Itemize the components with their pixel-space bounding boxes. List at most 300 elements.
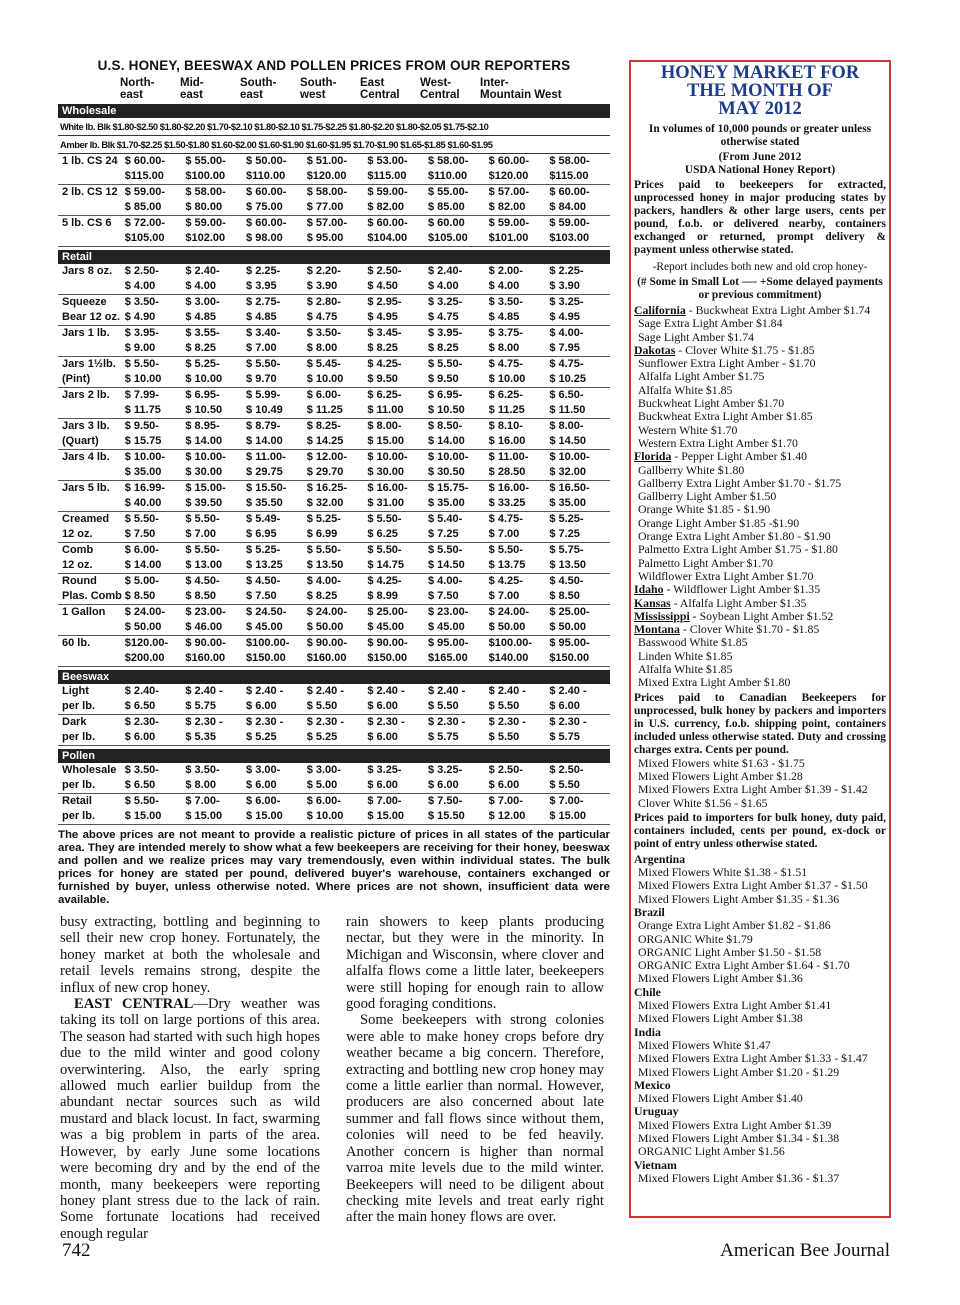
price-high: $ 13.75 <box>489 558 550 574</box>
price-low: $ 72.00- <box>124 217 166 229</box>
price-high: $ 10.49 <box>246 403 307 419</box>
price-low: $ 5.75- <box>549 544 584 556</box>
price-low: $ 2.30- <box>124 716 159 728</box>
price-row <box>58 778 610 794</box>
price-high: $ 11.75 <box>125 403 186 419</box>
price-high: $ 6.00 <box>367 778 428 794</box>
row-label: 12 oz. <box>58 558 125 574</box>
section-wholesale: Wholesale <box>58 104 610 118</box>
price-high: $ 14.25 <box>307 434 368 450</box>
price-low: $ 4.25- <box>367 575 402 587</box>
price-high: $ 8.25 <box>367 341 428 357</box>
price-row <box>58 684 610 699</box>
state-name: Dakotas <box>634 342 676 357</box>
price-row <box>58 403 610 419</box>
price-high: $ 9.70 <box>246 372 307 388</box>
price-high: $101.00 <box>489 231 550 247</box>
price-line: Gallberry Light Amber $1.50 <box>638 489 777 504</box>
price-low: $ 5.25- <box>306 513 341 525</box>
price-high: $ 15.50 <box>428 809 489 825</box>
price-low: $ 2.40 - <box>488 685 526 697</box>
price-low: $ 90.00- <box>367 637 408 649</box>
price-low: $ 3.25- <box>428 764 463 776</box>
price-low: $ 6.00- <box>246 795 281 807</box>
price-low: $ 2.25- <box>549 265 584 277</box>
sidebar-title-line: HONEY MARKET FOR <box>660 63 860 83</box>
price-low: $ 2.50- <box>488 764 523 776</box>
price-row <box>58 651 610 667</box>
price-low: $ 57.00- <box>306 217 348 229</box>
price-low: $ 60.00- <box>246 186 287 198</box>
price-high: $ 8.25 <box>307 589 368 605</box>
price-high: $ 11.00 <box>367 403 428 419</box>
price-high: $ 6.50 <box>125 699 186 715</box>
price-high: $ 11.25 <box>307 403 368 419</box>
price-row <box>58 620 610 636</box>
row-label: 60 lb. <box>62 637 91 649</box>
row-label: Jars 2 lb. <box>62 389 110 401</box>
row-label <box>58 496 125 512</box>
price-low: $ 95.00- <box>549 637 590 649</box>
price-low: $ 16.99- <box>124 482 166 494</box>
price-low: $ 2.30 - <box>488 716 526 728</box>
price-high: $ 5.25 <box>246 730 307 746</box>
row-label: 1 lb. CS 24 <box>62 155 118 167</box>
price-low: $ 6.00- <box>306 795 341 807</box>
state-name: California <box>634 303 686 317</box>
price-high: $ 33.25 <box>489 496 550 512</box>
price-low: $ 3.95- <box>124 327 159 339</box>
price-high: $115.00 <box>125 169 186 185</box>
price-high: $ 85.00 <box>125 200 186 216</box>
state-entry <box>634 450 886 463</box>
price-low: $ 11.00- <box>246 451 286 463</box>
price-low: $ 3.25- <box>549 296 584 308</box>
price-row <box>58 481 610 496</box>
price-low: $ 15.00- <box>185 482 226 494</box>
pollen-table <box>58 763 610 825</box>
state-name: Montana <box>634 622 680 637</box>
country-name: Argentina <box>634 851 686 866</box>
price-row <box>58 574 610 589</box>
price-high: $105.00 <box>428 231 489 247</box>
price-low: $ 5.40- <box>428 513 463 525</box>
row-label: 12 oz. <box>58 527 125 543</box>
price-low: $ 90.00- <box>306 637 348 649</box>
price-low: $ 8.10- <box>488 420 523 432</box>
price-high: $ 35.00 <box>549 496 610 512</box>
article-paragraph: busy extracting, bottling and beginning to sell their new crop honey. Fortunately, the honey market at both the wholesale and retail levels remains strong, despite the influx of new crop honey. <box>60 914 320 996</box>
state-entry <box>634 344 886 357</box>
row-label: Jars 8 oz. <box>62 265 113 277</box>
price-low: $ 8.50- <box>428 420 463 432</box>
price-line: Orange Extra Light Amber $1.82 - $1.86 <box>638 918 831 933</box>
price-low: $ 4.00- <box>549 327 584 339</box>
price-high: $ 4.00 <box>185 279 246 295</box>
price-line: Orange Light Amber $1.85 -$1.90 <box>638 515 800 530</box>
price-low: $ 3.25- <box>428 296 463 308</box>
price-low: $ 5.50- <box>124 358 159 370</box>
price-high: $ 10.50 <box>428 403 489 419</box>
price-line: Mixed Extra Light Amber $1.80 <box>638 675 791 690</box>
price-high: $ 4.95 <box>549 310 610 326</box>
price-high: $ 16.00 <box>489 434 550 450</box>
price-low: $ 8.79- <box>246 420 281 432</box>
row-label: Comb <box>62 544 94 556</box>
state-name: Mississippi <box>634 608 690 623</box>
price-low: $ 7.00- <box>488 795 523 807</box>
price-low: $ 2.75- <box>246 296 281 308</box>
price-low: $ 24.00- <box>124 606 166 618</box>
price-low: $ 5.50- <box>185 513 220 525</box>
price-line: Pepper Light Amber $1.40 <box>681 449 808 464</box>
price-low: $ 3.45- <box>367 327 402 339</box>
price-low: $ 10.00- <box>428 451 469 463</box>
price-high: $ 80.00 <box>185 200 246 216</box>
price-high: $150.00 <box>367 651 428 667</box>
price-high: $ 8.25 <box>185 341 246 357</box>
price-high: $ 45.00 <box>367 620 428 636</box>
price-low: $ 59.00- <box>549 217 590 229</box>
row-label: Jars 1 lb. <box>62 327 110 339</box>
price-high: $ 29.75 <box>246 465 307 481</box>
price-row <box>58 636 610 651</box>
price-high: $105.00 <box>125 231 186 247</box>
price-low: $ 6.50- <box>549 389 584 401</box>
price-row <box>58 216 610 231</box>
price-line: Orange Extra Light Amber $1.80 - $1.90 <box>638 529 831 544</box>
price-high: $ 5.25 <box>307 730 368 746</box>
separator: - <box>675 342 686 357</box>
price-low: $ 7.00- <box>549 795 584 807</box>
price-high: $ 6.00 <box>428 778 489 794</box>
price-row <box>58 169 610 185</box>
journal-name: American Bee Journal <box>720 1240 890 1261</box>
price-high: $ 7.00 <box>489 527 550 543</box>
price-line: Western White $1.70 <box>638 422 738 437</box>
price-high: $ 40.00 <box>125 496 186 512</box>
price-row <box>58 730 610 746</box>
price-low: $ 2.40- <box>428 265 463 277</box>
price-line: Clover White $1.75 - $1.85 <box>685 342 815 357</box>
price-low: $ 4.75- <box>488 513 523 525</box>
price-low: $ 7.00- <box>185 795 220 807</box>
price-row <box>58 295 610 310</box>
price-low: $ 57.00- <box>488 186 530 198</box>
row-label: 5 lb. CS 6 <box>62 217 112 229</box>
price-low: $ 2.95- <box>367 296 402 308</box>
price-row <box>58 200 610 216</box>
price-low: $ 15.75- <box>428 482 469 494</box>
price-table-section <box>58 58 610 907</box>
price-low: $ 6.95- <box>428 389 463 401</box>
price-low: $ 50.00- <box>246 155 287 167</box>
price-low: $ 2.40 - <box>367 685 405 697</box>
price-low: $ 3.50- <box>185 764 220 776</box>
price-line: Sunflower Extra Light Amber - $1.70 <box>638 356 816 371</box>
price-low: $ 2.50- <box>367 265 402 277</box>
price-low: $ 4.25- <box>488 575 523 587</box>
row-label <box>58 231 125 247</box>
country-name: Vietnam <box>634 1157 677 1172</box>
price-high: $ 10.00 <box>307 809 368 825</box>
region-header: North- <box>120 77 155 89</box>
row-label: Round <box>62 575 97 587</box>
price-high: $ 45.00 <box>246 620 307 636</box>
price-row <box>58 434 610 450</box>
region-heading: EAST CENTRAL <box>74 996 194 1013</box>
region-header: Central <box>360 89 400 101</box>
price-row <box>58 763 610 778</box>
article-paragraph: Some beekeepers with strong colonies were able to make honey crops before dry weather became a big concern. Therefore, extracting and bottling new crop honey may come a little earlier than normal. However, producers are also concerned about late summer and fall flows since without them, colonies will need to be fed heavily. Another concern is higher than normal varroa mite levels due to the mild winter. Beekeepers will need to be diligent about checking mite levels and treat early right after the main honey flows are over. <box>346 1012 604 1226</box>
price-line: Soybean Light Amber $1.52 <box>699 608 834 623</box>
price-row <box>58 699 610 715</box>
price-high: $ 7.50 <box>125 527 186 543</box>
price-low: $ 10.00- <box>185 451 226 463</box>
price-low: $ 24.50- <box>246 606 287 618</box>
price-high: $ 10.25 <box>549 372 610 388</box>
price-line: Buckwheat Light Amber $1.70 <box>638 396 785 411</box>
price-low: $ 3.50- <box>488 296 523 308</box>
price-high: $ 6.50 <box>125 778 186 794</box>
price-low: $ 2.30 - <box>306 716 344 728</box>
price-high: $115.00 <box>367 169 428 185</box>
region-header: east <box>180 89 204 101</box>
sidebar-title <box>634 64 886 118</box>
price-high: $ 9.50 <box>428 372 489 388</box>
region-header: South- <box>240 77 277 89</box>
state-entry <box>634 597 886 610</box>
price-low: $ 60.00 <box>428 217 465 229</box>
price-low: $ 3.50- <box>124 296 159 308</box>
price-line: ORGANIC Light Amber $1.50 - $1.58 <box>638 944 822 959</box>
state-name: Idaho <box>634 582 664 597</box>
bulk-white-row: White lb. Blk $1.80-$2.50 $1.80-$2.20 $1.70-$2.10 $1.80-$2.10 $1.75-$2.25 $1.80-$2.20 $1.80-$2.05 $1.75-$2.10 <box>58 118 610 136</box>
price-low: $ 5.25- <box>185 358 220 370</box>
price-high: $ 4.75 <box>307 310 368 326</box>
price-line: Orange White $1.85 - $1.90 <box>638 502 771 517</box>
us-states-list <box>634 304 886 690</box>
sidebar-lot-note: (# Some in Small Lot —- +Some delayed payments or previous commitment) <box>637 276 883 301</box>
price-low: $ 6.95- <box>185 389 220 401</box>
price-high: $ 32.00 <box>307 496 368 512</box>
row-label <box>58 403 125 419</box>
price-low: $ 95.00- <box>428 637 469 649</box>
country-name: Mexico <box>634 1077 671 1092</box>
price-low: $ 2.40- <box>124 685 159 697</box>
sidebar-source: (From June 2012 <box>718 151 802 163</box>
price-high: $ 13.25 <box>246 558 307 574</box>
price-row <box>58 388 610 403</box>
region-header: West- <box>420 77 452 89</box>
price-high: $ 8.50 <box>125 589 186 605</box>
price-low: $ 2.00- <box>488 265 523 277</box>
price-low: $ 53.00- <box>367 155 408 167</box>
price-line: Mixed Flowers Light Amber $1.38 <box>638 1011 803 1026</box>
price-low: $ 25.00- <box>549 606 590 618</box>
article-paragraph <box>60 996 320 1242</box>
price-high: $ 7.50 <box>246 589 307 605</box>
price-low: $ 15.50- <box>246 482 287 494</box>
row-label: per lb. <box>58 809 125 825</box>
price-high: $ 5.50 <box>307 699 368 715</box>
price-high: $ 6.00 <box>246 778 307 794</box>
price-high: $ 35.00 <box>125 465 186 481</box>
price-low: $ 60.00- <box>246 217 287 229</box>
price-high: $ 15.00 <box>125 809 186 825</box>
price-line: Clover White $1.56 - $1.65 <box>638 795 768 810</box>
state-entry <box>634 623 886 636</box>
price-high: $ 4.00 <box>125 279 186 295</box>
price-high: $ 7.00 <box>246 341 307 357</box>
price-high: $ 6.00 <box>549 699 610 715</box>
price-high: $ 35.50 <box>246 496 307 512</box>
price-high: $ 15.00 <box>185 809 246 825</box>
price-high: $ 14.00 <box>185 434 246 450</box>
region-header: Mountain West <box>480 89 562 101</box>
price-high: $ 6.00 <box>367 699 428 715</box>
price-row <box>58 527 610 543</box>
beeswax-table <box>58 684 610 746</box>
price-low: $ 4.25- <box>367 358 402 370</box>
row-label: (Quart) <box>58 434 125 450</box>
price-low: $ 25.00- <box>367 606 408 618</box>
region-header: Central <box>420 89 460 101</box>
price-low: $ 4.75- <box>549 358 584 370</box>
price-low: $ 4.50- <box>246 575 281 587</box>
row-label <box>58 169 125 185</box>
sidebar-title-line: THE MONTH OF <box>687 81 833 101</box>
price-line: Mixed Flowers Extra Light Amber $1.37 - $1.50 <box>638 878 868 893</box>
price-high: $ 5.50 <box>549 778 610 794</box>
price-high: $ 4.75 <box>428 310 489 326</box>
separator: - <box>679 622 690 637</box>
price-low: $ 2.30 - <box>185 716 223 728</box>
price-high: $ 14.00 <box>125 558 186 574</box>
price-high: $ 7.25 <box>549 527 610 543</box>
price-high: $ 6.95 <box>246 527 307 543</box>
price-low: $ 5.50- <box>306 544 341 556</box>
wholesale-table <box>58 154 610 247</box>
table-title: U.S. HONEY, BEESWAX AND POLLEN PRICES FROM OUR REPORTERS <box>97 58 571 73</box>
article-paragraph: rain showers to keep plants producing nectar, but they were in the minority. In Michigan and Wisconsin, where clover and alfalfa flows come a little later, beekeepers were still hoping for enough rain to allow good foraging conditions. <box>346 914 604 1013</box>
price-high: $ 10.00 <box>307 372 368 388</box>
price-high: $ 13.50 <box>549 558 610 574</box>
row-label: per lb. <box>58 778 125 794</box>
price-high: $ 95.00 <box>307 231 368 247</box>
price-high: $ 77.00 <box>307 200 368 216</box>
price-low: $ 3.40- <box>246 327 281 339</box>
price-low: $ 55.00- <box>185 155 226 167</box>
price-row <box>58 231 610 247</box>
price-high: $ 30.00 <box>185 465 246 481</box>
price-low: $ 5.50- <box>124 795 159 807</box>
countries-list <box>634 853 886 1185</box>
price-high: $ 8.00 <box>185 778 246 794</box>
price-line: Mixed Flowers Extra Light Amber $1.41 <box>638 998 832 1013</box>
price-high: $160.00 <box>307 651 368 667</box>
price-high: $ 6.99 <box>307 527 368 543</box>
price-line: Basswood White $1.85 <box>638 635 748 650</box>
price-low: $ 6.00- <box>306 389 341 401</box>
price-high: $ 5.00 <box>307 778 368 794</box>
price-high: $120.00 <box>307 169 368 185</box>
price-high: $ 8.25 <box>428 341 489 357</box>
price-low: $ 60.00- <box>549 186 590 198</box>
price-high: $110.00 <box>428 169 489 185</box>
canada-heading: Prices paid to Canadian Beekeepers for unprocessed, bulk honey by packers and importers in U.S. currency, f.o.b. shipping point, containers included unless otherwise stated. Duty and crossing charges extra. Cents per pound. <box>634 691 886 756</box>
sidebar-source: USDA National Honey Report) <box>684 164 836 176</box>
price-high: $ 6.00 <box>367 730 428 746</box>
price-line: Mixed Flowers Extra Light Amber $1.39 - $1.42 <box>638 782 868 797</box>
price-high: $ 14.00 <box>246 434 307 450</box>
canada-list <box>634 757 886 810</box>
price-high: $ 15.00 <box>246 809 307 825</box>
price-low: $ 2.40 - <box>428 685 466 697</box>
price-low: $ 60.00- <box>124 155 166 167</box>
price-high: $ 4.95 <box>367 310 428 326</box>
price-low: $ 2.50- <box>124 265 159 277</box>
price-low: $ 58.00- <box>549 155 590 167</box>
price-low: $ 9.50- <box>124 420 159 432</box>
sidebar-report-note: -Report includes both new and old crop honey- <box>652 261 868 273</box>
price-low: $ 59.00- <box>124 186 166 198</box>
price-row <box>58 512 610 527</box>
price-high: $ 7.95 <box>549 341 610 357</box>
price-low: $100.00- <box>488 637 533 649</box>
price-low: $ 12.00- <box>306 451 348 463</box>
row-label <box>58 200 125 216</box>
sidebar-intro: In volumes of 10,000 pounds or greater unless otherwise stated <box>648 123 872 148</box>
price-row <box>58 185 610 200</box>
price-high: $ 6.25 <box>367 527 428 543</box>
price-high: $ 7.50 <box>428 589 489 605</box>
price-low: $ 4.50- <box>185 575 220 587</box>
article-column-2 <box>346 914 604 1226</box>
price-low: $ 10.00- <box>124 451 166 463</box>
price-low: $ 2.30 - <box>428 716 466 728</box>
bulk-amber-row: Amber lb. Blk $1.70-$2.25 $1.50-$1.80 $1.60-$2.00 $1.60-$1.90 $1.60-$1.95 $1.70-$1.90 $1.65-$1.85 $1.60-$1.95 <box>58 136 610 154</box>
price-low: $ 5.25- <box>549 513 584 525</box>
price-low: $ 11.00- <box>488 451 529 463</box>
price-row <box>58 465 610 481</box>
price-low: $ 59.00- <box>367 186 408 198</box>
price-high: $ 14.00 <box>428 434 489 450</box>
region-header: Inter- <box>480 77 509 89</box>
price-high: $ 9.50 <box>367 372 428 388</box>
price-high: $ 6.00 <box>125 730 186 746</box>
price-low: $ 16.00- <box>488 482 530 494</box>
price-low: $ 8.00- <box>367 420 402 432</box>
row-label: Jars 4 lb. <box>62 451 110 463</box>
price-row <box>58 450 610 465</box>
price-line: Mixed Flowers Light Amber $1.34 - $1.38 <box>638 1131 840 1146</box>
price-high: $ 6.00 <box>489 778 550 794</box>
state-name: Florida <box>634 449 672 464</box>
price-low: $ 10.00- <box>549 451 590 463</box>
price-low: $ 7.99- <box>124 389 159 401</box>
price-low: $ 5.50- <box>367 513 402 525</box>
price-low: $ 5.50- <box>488 544 523 556</box>
article-text: —Dry weather was taking its toll on large portions of this area. The season had started with such high hopes due to the mild winter and good colony overwintering. Also, the early spring allowed much earlier buildup from the abundant nectar sources such as wild mustard and black locust. In fact, swarming was a big problem in parts of the area. However, by early June some locations were becoming dry and by the end of the month, many beekeepers were reporting honey plant stress due to the lack of rain. Some fortunate locations had received enough regular <box>60 996 320 1242</box>
price-line: Mixed Flowers Light Amber $1.40 <box>638 1091 803 1106</box>
price-low: $ 59.00- <box>488 217 530 229</box>
price-low: $ 8.00- <box>549 420 584 432</box>
price-line: ORGANIC White $1.79 <box>638 931 753 946</box>
price-high: $ 5.50 <box>489 730 550 746</box>
price-low: $ 51.00- <box>306 155 348 167</box>
price-high: $ 8.50 <box>549 589 610 605</box>
